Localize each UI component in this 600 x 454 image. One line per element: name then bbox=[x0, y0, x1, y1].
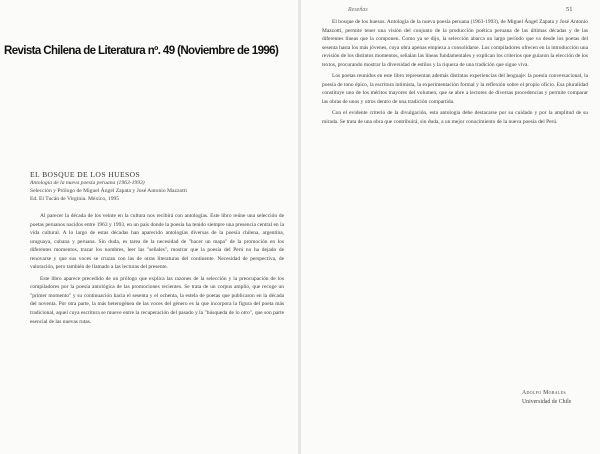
review-publisher: Ed. El Tucán de Virginia. México, 1995 bbox=[30, 196, 120, 202]
running-header: Reseñas bbox=[348, 7, 368, 13]
left-paragraph: Este libro aparece precedido de un prólogo que explica las razones de la selección y la preocupación de los compiladores por la poesía antológica de las promociones recientes. Se trata de un corpus amplio, que recoge un "primer momento" y su continuación hacia el sesenta y el ochenta, la estela de poetas que publicaron en la década del noventa. Por otra parte, la más heterogénea de las voces del género es la que incorpora la figura del poeta más tradicional, aquel cuya escritura se mueve entre la recuperación del pasado y la "búsqueda de lo otro", que son parte esencial de las nuevas rutas. bbox=[30, 275, 284, 325]
review-subtitle: Antología de la nueva poesía peruana (1963-1993) bbox=[30, 180, 145, 186]
review-title: EL BOSQUE DE LOS HUESOS bbox=[30, 170, 141, 179]
left-paragraph: Al parecer la década de los veinte en la cultura nos recibirá con antologías. Este libro reúne una selección de poetas peruanos nacidos entre 1963 y 1993, en un país donde la poesía ha tenido siempre una presencia central en la vida cultural. A lo largo de estas décadas han aparecido antologías diversas de la poesía chilena, argentina, uruguaya, cubana y peruana. Sin duda, es tarea de la necesidad de "hacer un mapa" de la promoción en los diferentes momentos, trazar los nombres, leer las "señales", mostrar que la poesía del Perú no ha dejado de renovarse y que sus voces se cruzan con las de otras literaturas del continente. Necesidad de perspectiva, de valoración, pero también de llamado a las lecturas del presente. bbox=[30, 213, 284, 271]
page-number: 51 bbox=[566, 6, 573, 13]
right-body-text bbox=[322, 18, 588, 380]
right-paragraph: Con el evidente criterio de la divulgación, esta antología debe destacarse por su cuidado y por la amplitud de su mirada. Se trata de una obra que contribuirá, sin duda, a un mejor conocimiento de la nueva poesía del Perú. bbox=[322, 110, 588, 126]
reviewer-name: Adolfo Morales bbox=[522, 390, 566, 396]
right-paragraph: El bosque de los huesos. Antología de la nueva poesía peruana (1963-1993), de Miguel Ángel Zapata y José Antonio Mazzotti, permite tener una visión del conjunto de la producción poética peruana de las últimas décadas y de las diferentes líneas que la componen. Como ya se dijo, la selección abarca un largo período que va desde los poetas del sesenta hasta los más jóvenes, cuya obra apenas empieza a consolidarse. Los compiladores ofrecen en la introducción una revisión de los distintos momentos, señalan las líneas fundamentales y explican los criterios que guiaron la elección de los textos, procurando mostrar la diversidad de estilos y la riqueza de una tradición que sigue viva. bbox=[322, 19, 588, 68]
reviewer-affiliation: Universidad de Chile bbox=[522, 399, 572, 405]
right-paragraph: Los poetas reunidos en este libro representan además distintas experiencias del lenguaje: la poesía conversacional, la poesía de tono épico, la escritura intimista, la experimentación formal y la reflexión sobre el propio oficio. Esa pluralidad constituye uno de los méritos mayores del volumen, que se abre a lectores de diversas procedencias y permite comparar las obras de unos y otros dentro de una tradición compartida. bbox=[322, 73, 588, 105]
reviewer-signature bbox=[522, 389, 571, 407]
journal-stamp: Revista Chilena de Literatura nº. 49 (Noviembre de 1996) bbox=[4, 45, 279, 57]
review-editors: Selección y Prólogo de Miguel Ángel Zapata y José Antonio Mazzotti bbox=[30, 188, 187, 194]
